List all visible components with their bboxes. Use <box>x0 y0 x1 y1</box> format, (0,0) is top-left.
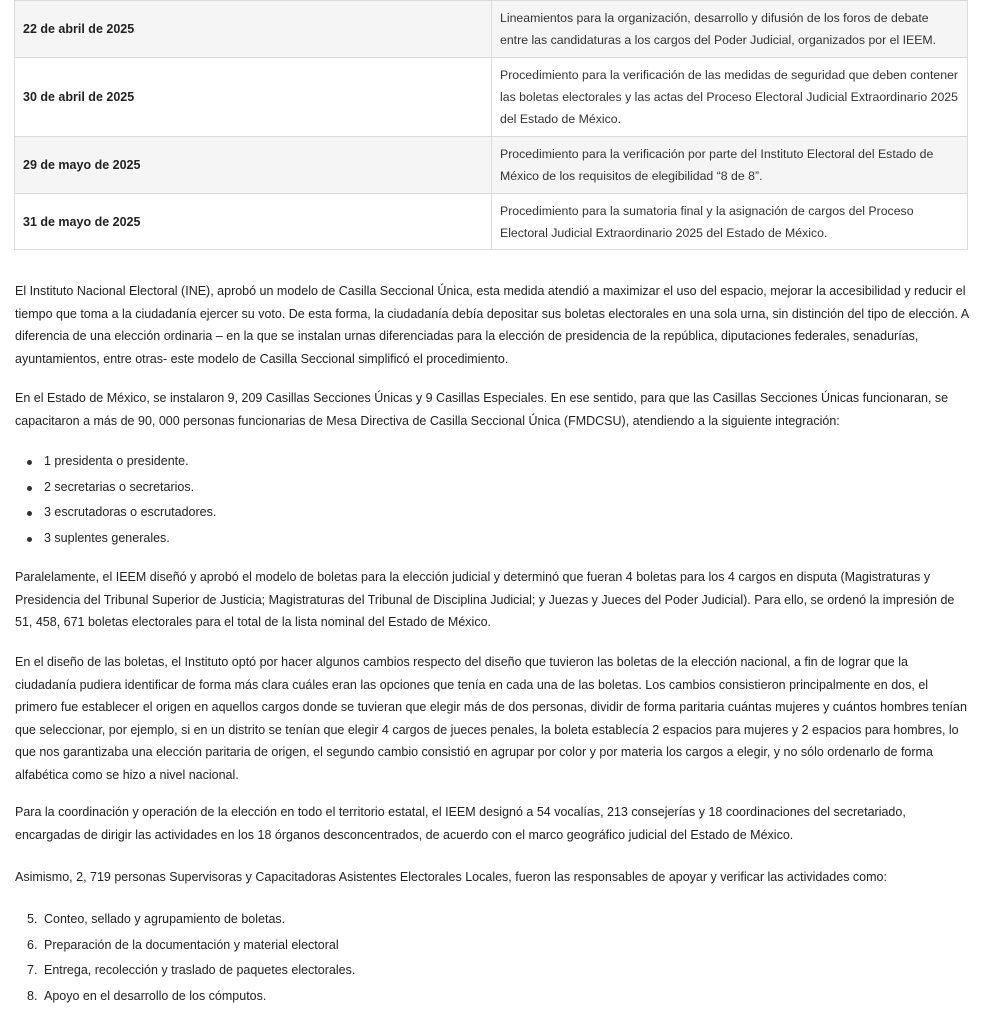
table-row <box>15 137 968 194</box>
list-item: 3 escrutadoras o escrutadores. <box>15 500 970 526</box>
paragraph-text: En el diseño de las boletas, el Instituto optó por hacer algunos cambios respecto del diseño que tuvieron las boletas de la elección nacional, a fin de lograr que la ciudadanía pudiera identificar de forma más clara cuáles eran las opciones que tenía en cada una de las boletas. Los cambios consistieron principalmente en dos, el primero fue establecer el origen en aquellos cargos donde se tuvieran que elegir más de dos personas, dividir de forma paritaria cuántas mujeres y cuántos hombres tenían que seleccionar, por ejemplo, si en un distrito se tenían que elegir 4 cargos de jueces penales, la boleta establecía 2 espacios para mujeres y 2 espacios para hombres, lo que nos garantizaba una elección paritaria de origen, el segundo cambio consistió en agrupar por color y por materia los cargos a elegir, y no sólo ordenarlo de forma alfabética como se hizo a nivel nacional. <box>15 655 967 782</box>
list-number: 8. <box>27 989 38 1004</box>
row-date: 31 de mayo de 2025 <box>15 194 492 250</box>
row-description: Procedimiento para la sumatoria final y la asignación de cargos del Proceso Electoral Judicial Extraordinario 2025 del Estado de México. <box>492 194 968 250</box>
row-description: Procedimiento para la verificación por parte del Instituto Electoral del Estado de México de los requisitos de elegibilidad “8 de 8”. <box>492 137 968 194</box>
paragraph-text: Asimismo, 2, 719 personas Supervisoras y Capacitadoras Asistentes Electorales Locales, fueron las responsables de apoyar y verificar las actividades como: <box>15 870 887 884</box>
row-description: Lineamientos para la organización, desarrollo y difusión de los foros de debate entre las candidaturas a los cargos del Poder Judicial, organizados por el IEEM. <box>492 1 968 58</box>
list-item: 1 presidenta o presidente. <box>15 449 970 475</box>
paragraph-ine-casilla <box>15 280 970 370</box>
table-row <box>15 58 968 137</box>
row-date: 29 de mayo de 2025 <box>15 137 492 194</box>
list-item-text: Apoyo en el desarrollo de los cómputos. <box>44 989 267 1004</box>
paragraph-text: Para la coordinación y operación de la elección en todo el territorio estatal, el IEEM designó a 54 vocalías, 213 consejerías y 18 coordinaciones del secretariado, encargadas de dirigir las actividades en los 18 órganos desconcentrados, de acuerdo con el marco geográfico judicial del Estado de México. <box>15 805 906 842</box>
list-number: 6. <box>27 937 38 952</box>
integration-list <box>15 449 970 552</box>
list-item-text: Preparación de la documentación y material electoral <box>44 937 339 952</box>
list-item-text: Conteo, sellado y agrupamiento de boletas. <box>44 912 286 926</box>
paragraph-boletas-modelo <box>15 566 970 634</box>
list-number: 5. <box>27 912 38 926</box>
list-item: 3 suplentes generales. <box>15 526 970 552</box>
row-date: 22 de abril de 2025 <box>15 1 492 58</box>
paragraph-text: En el Estado de México, se instalaron 9, 209 Casillas Secciones Únicas y 9 Casillas Especiales. En ese sentido, para que las Casillas Secciones Únicas funcionaran, se capacitaron a más de 90, 000 personas funcionarias de Mesa Directiva de Casilla Seccional Única (FMDCSU), atendiendo a la siguiente integración: <box>15 391 949 428</box>
list-number: 7. <box>27 963 38 978</box>
list-item: 2 secretarias o secretarios. <box>15 475 970 501</box>
paragraph-coordinacion <box>15 801 970 846</box>
row-date: 30 de abril de 2025 <box>15 58 492 137</box>
paragraph-casillas-edomex <box>15 387 970 432</box>
list-item <box>15 958 970 984</box>
paragraph-diseno-boletas <box>15 651 970 786</box>
dates-table <box>14 0 968 250</box>
list-item <box>15 984 970 1010</box>
row-description: Procedimiento para la verificación de las medidas de seguridad que deben contener las boletas electorales y las actas del Proceso Electoral Judicial Extraordinario 2025 del Estado de México. <box>492 58 968 137</box>
activities-list <box>15 907 970 1010</box>
table-row <box>15 194 968 250</box>
paragraph-text: El Instituto Nacional Electoral (INE), aprobó un modelo de Casilla Seccional Única, esta medida atendió a maximizar el uso del espacio, mejorar la accesibilidad y reducir el tiempo que toma a la ciudadanía ejercer su voto. De esta forma, la ciudadanía debía depositar sus boletas electorales en una sola urna, sin distinción del tipo de elección. A diferencia de una elección ordinaria – en la que se instalan urnas diferenciadas para la elección de presidencia de la república, diputaciones federales, senadurías, ayuntamientos, entre otras- este modelo de Casilla Seccional simplificó el procedimiento. <box>15 284 969 366</box>
list-item <box>15 907 970 933</box>
list-item-text: Entrega, recolección y traslado de paquetes electorales. <box>44 963 356 978</box>
table-row <box>15 1 968 58</box>
paragraph-text: Paralelamente, el IEEM diseñó y aprobó el modelo de boletas para la elección judicial y determinó que fueran 4 boletas para los 4 cargos en disputa (Magistraturas y Presidencia del Tribunal Superior de Justicia; Magistraturas del Tribunal de Disciplina Judicial; y Juezas y Jueces del Poder Judicial). Para ello, se ordenó la impresión de 51, 458, 671 boletas electorales para el total de la lista nominal del Estado de México. <box>15 570 955 629</box>
list-item <box>15 933 970 959</box>
paragraph-supervisoras <box>15 866 970 889</box>
